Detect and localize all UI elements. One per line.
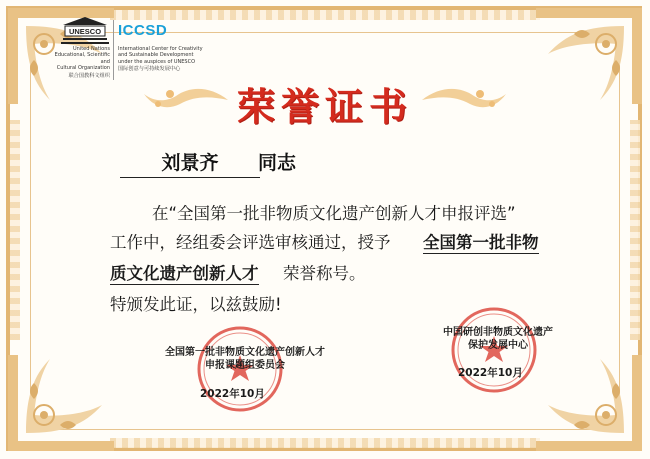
issuer-right-line-2: 保护发展中心 <box>468 340 528 351</box>
bottom-ornament-band <box>110 438 540 448</box>
iccsd-logo: ICCSD <box>118 22 168 39</box>
issuer-left-line-2: 申报课题组委员会 <box>205 360 285 371</box>
unesco-caption-line: Educational, Scientific and <box>54 52 110 65</box>
iccsd-caption-chinese: 国际创意与可持续发展中心 <box>118 66 181 73</box>
issuer-left-line-1: 全国第一批非物质文化遗产创新人才 <box>165 347 325 358</box>
issuer-left <box>140 346 350 372</box>
iccsd-caption-line: and Sustainable Development <box>118 52 194 59</box>
corner-ornament-bottom-left <box>4 345 124 455</box>
logo-divider <box>113 20 114 80</box>
issuer-right-line-1: 中国研创非物质文化遗产 <box>443 327 553 338</box>
iccsd-caption <box>118 46 268 73</box>
honor-title-part-1: 全国第一批非物 <box>423 229 539 254</box>
body-text: 荣誉称号。 <box>283 264 366 283</box>
unesco-caption-line: Cultural Organization <box>56 65 110 72</box>
right-ornament-band <box>630 120 640 340</box>
unesco-caption <box>44 46 110 79</box>
issue-date-right: 2022年10月 <box>458 367 523 379</box>
iccsd-caption-line: under the auspices of UNESCO <box>118 58 196 65</box>
unesco-caption-chinese: 联合国教科文组织 <box>68 72 110 79</box>
unesco-logo <box>60 16 110 46</box>
honor-title-part-2: 质文化遗产创新人才 <box>110 260 259 285</box>
recipient-name: 刘景齐 <box>120 148 260 178</box>
top-ornament-band <box>110 10 540 20</box>
certificate-title: 荣誉证书 <box>236 84 413 129</box>
body-text: 在“全国第一批非物质文化遗产创新人才申报评选” <box>152 204 516 223</box>
body-text: 特颁发此证，以兹鼓励! <box>110 295 282 314</box>
svg-text:UNESCO: UNESCO <box>68 27 102 36</box>
body-text: 工作中，经组委会评选审核通过，授予 <box>110 233 391 252</box>
unesco-caption-line: United Nations <box>72 46 110 52</box>
iccsd-caption-line: International Center for Creativity <box>118 46 203 52</box>
left-ornament-band <box>10 120 20 340</box>
unesco-temple-icon <box>60 16 110 46</box>
issuer-right <box>408 326 588 352</box>
recipient-salutation: 同志 <box>258 152 297 174</box>
corner-ornament-bottom-right <box>526 345 646 455</box>
issue-date-left: 2022年10月 <box>200 388 265 400</box>
